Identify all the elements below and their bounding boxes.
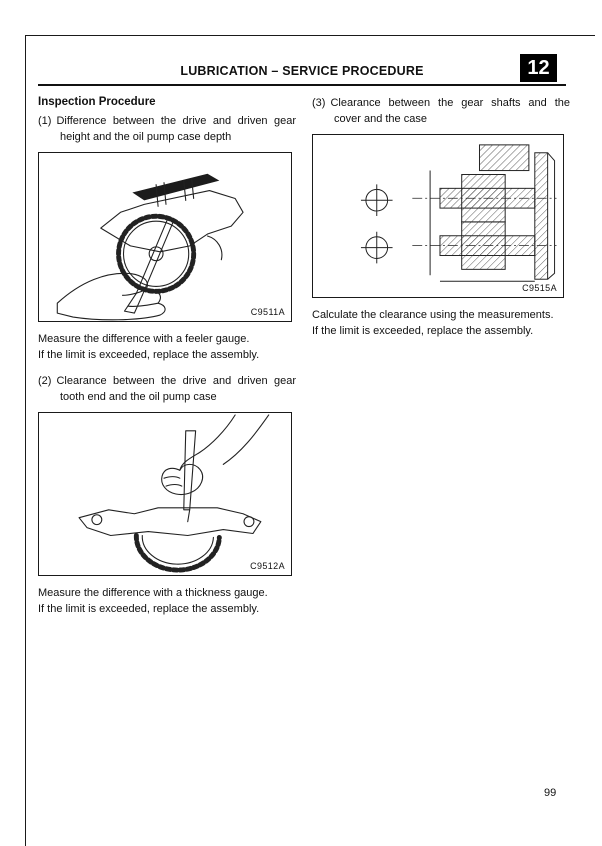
lower-gear-section (440, 222, 535, 269)
figure-label: C9511A (250, 307, 285, 318)
top-block (479, 145, 528, 171)
figure-caption-2 (38, 586, 296, 618)
procedure-item-1 (38, 114, 296, 145)
procedure-item-2 (38, 374, 296, 405)
page-title: LUBRICATION – SERVICE PROCEDURE (180, 64, 424, 78)
straight-edge (184, 431, 196, 510)
pump-gear (136, 536, 219, 571)
pump-body (79, 508, 261, 536)
figure-thickness-gauge-measurement (38, 412, 292, 576)
page-border-top (25, 35, 595, 36)
procedure-item-3 (312, 96, 570, 127)
item-text: Clearance between the drive and driven gear tooth end and the oil pump case (56, 375, 296, 403)
figure-gear-shaft-clearance (312, 134, 564, 298)
item-number: (3) (312, 97, 326, 109)
caption-line: Measure the difference with a feeler gauge. (38, 333, 250, 346)
oil-pump-feeler-gauge-illustration (39, 153, 291, 321)
upper-gear-section (440, 175, 535, 222)
caption-line: If the limit is exceeded, replace the assembly. (38, 349, 260, 362)
measurement-point-symbol-lower (361, 232, 393, 264)
right-column (312, 96, 570, 350)
caption-line: If the limit is exceeded, replace the assembly. (38, 603, 260, 616)
left-column (38, 96, 296, 628)
item-number: (1) (38, 115, 52, 127)
caption-line: Calculate the clearance using the measurements. (312, 309, 554, 322)
figure-feeler-gauge-measurement (38, 152, 292, 322)
section-heading: Inspection Procedure (38, 96, 156, 108)
pump-handle (132, 174, 219, 201)
small-gear (207, 236, 221, 260)
chapter-number-badge: 12 (520, 54, 557, 82)
item-text: Difference between the drive and driven gear height and the oil pump case depth (56, 115, 296, 143)
caption-line: Measure the difference with a thickness gauge. (38, 587, 268, 600)
figure-caption-3 (312, 308, 570, 340)
item-number: (2) (38, 375, 52, 388)
figure-caption-1 (38, 332, 296, 364)
figure-label: C9515A (522, 283, 557, 294)
cover-plate (535, 153, 548, 279)
item-text: Clearance between the gear shafts and the cover and the case (330, 97, 570, 125)
gauge-blade (188, 510, 190, 522)
hand (162, 465, 203, 495)
caption-line: If the limit is exceeded, replace the assembly. (312, 325, 534, 338)
gear-shaft-cross-section-illustration (313, 135, 563, 297)
measurement-point-symbol-upper (361, 185, 393, 217)
pump-gear (119, 216, 194, 291)
oil-pump-thickness-gauge-illustration (39, 413, 291, 575)
figure-label: C9512A (250, 561, 285, 572)
page-border-left (25, 35, 26, 846)
cover-outline (548, 153, 555, 279)
page-number: 99 (544, 787, 557, 799)
header-rule (38, 84, 566, 86)
